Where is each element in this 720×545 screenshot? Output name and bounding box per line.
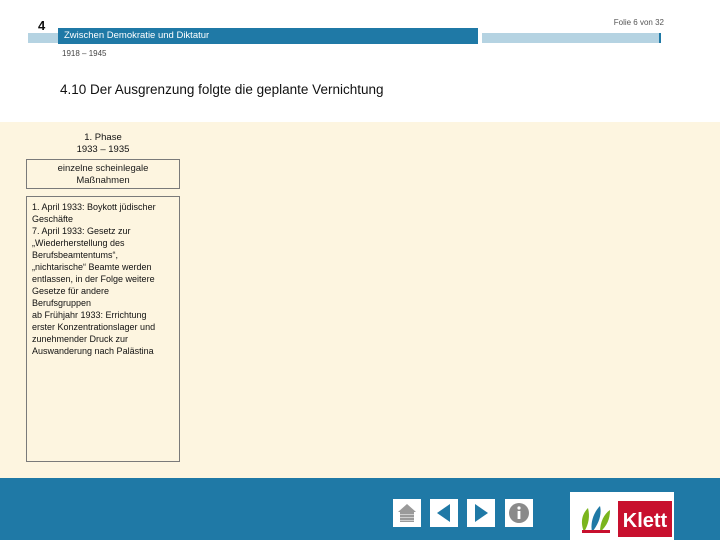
event-line: „Wiederherstellung des <box>32 238 125 248</box>
event-line: Auswanderung nach Palästina <box>32 346 154 356</box>
event-line: erster Konzentrationslager und <box>32 322 156 332</box>
arrow-right-icon <box>467 499 495 527</box>
previous-slide-button[interactable] <box>430 499 458 527</box>
event-line: Geschäfte <box>32 214 74 224</box>
measures-line-2: Maßnahmen <box>76 175 130 186</box>
chapter-title-bar <box>58 28 478 44</box>
slide-counter: Folie 6 von 32 <box>613 18 664 27</box>
event-line: Gesetze für andere <box>32 286 110 296</box>
chapter-title: Zwischen Demokratie und Diktatur <box>64 30 210 41</box>
arrow-left-icon <box>430 499 458 527</box>
header-accent-tick <box>659 33 661 43</box>
phase-years: 1933 – 1935 <box>76 144 130 155</box>
info-button[interactable] <box>505 499 533 527</box>
event-line: „nichtarische“ Beamte werden <box>32 262 152 272</box>
event-line: Berufsbeamtentums“, <box>32 250 119 260</box>
chapter-number: 4 <box>38 18 46 33</box>
event-line: zunehmender Druck zur <box>32 334 129 344</box>
next-slide-button[interactable] <box>467 499 495 527</box>
event-line: 7. April 1933: Gesetz zur <box>32 226 131 236</box>
klett-logo-mark <box>570 492 674 540</box>
event-line: ab Frühjahr 1933: Errichtung <box>32 310 147 320</box>
home-icon <box>393 499 421 527</box>
event-line: entlassen, in der Folge weitere <box>32 274 155 284</box>
measures-box <box>26 159 180 189</box>
header-accent-left <box>28 33 58 43</box>
phase-name: 1. Phase <box>84 132 122 143</box>
event-line: 1. April 1933: Boykott jüdischer <box>32 202 156 212</box>
info-icon <box>505 499 533 527</box>
page-title: 4.10 Der Ausgrenzung folgte die geplante Vernichtung <box>60 82 384 97</box>
phase-label <box>26 132 180 156</box>
header-accent-right <box>482 33 660 43</box>
events-box <box>26 196 180 462</box>
measures-line-1: einzelne scheinlegale <box>57 163 149 174</box>
klett-logo <box>570 492 674 540</box>
svg-text:Klett: Klett <box>622 510 668 532</box>
period-label: 1918 – 1945 <box>62 49 107 58</box>
event-line: Berufsgruppen <box>32 298 92 308</box>
home-button[interactable] <box>393 499 421 527</box>
